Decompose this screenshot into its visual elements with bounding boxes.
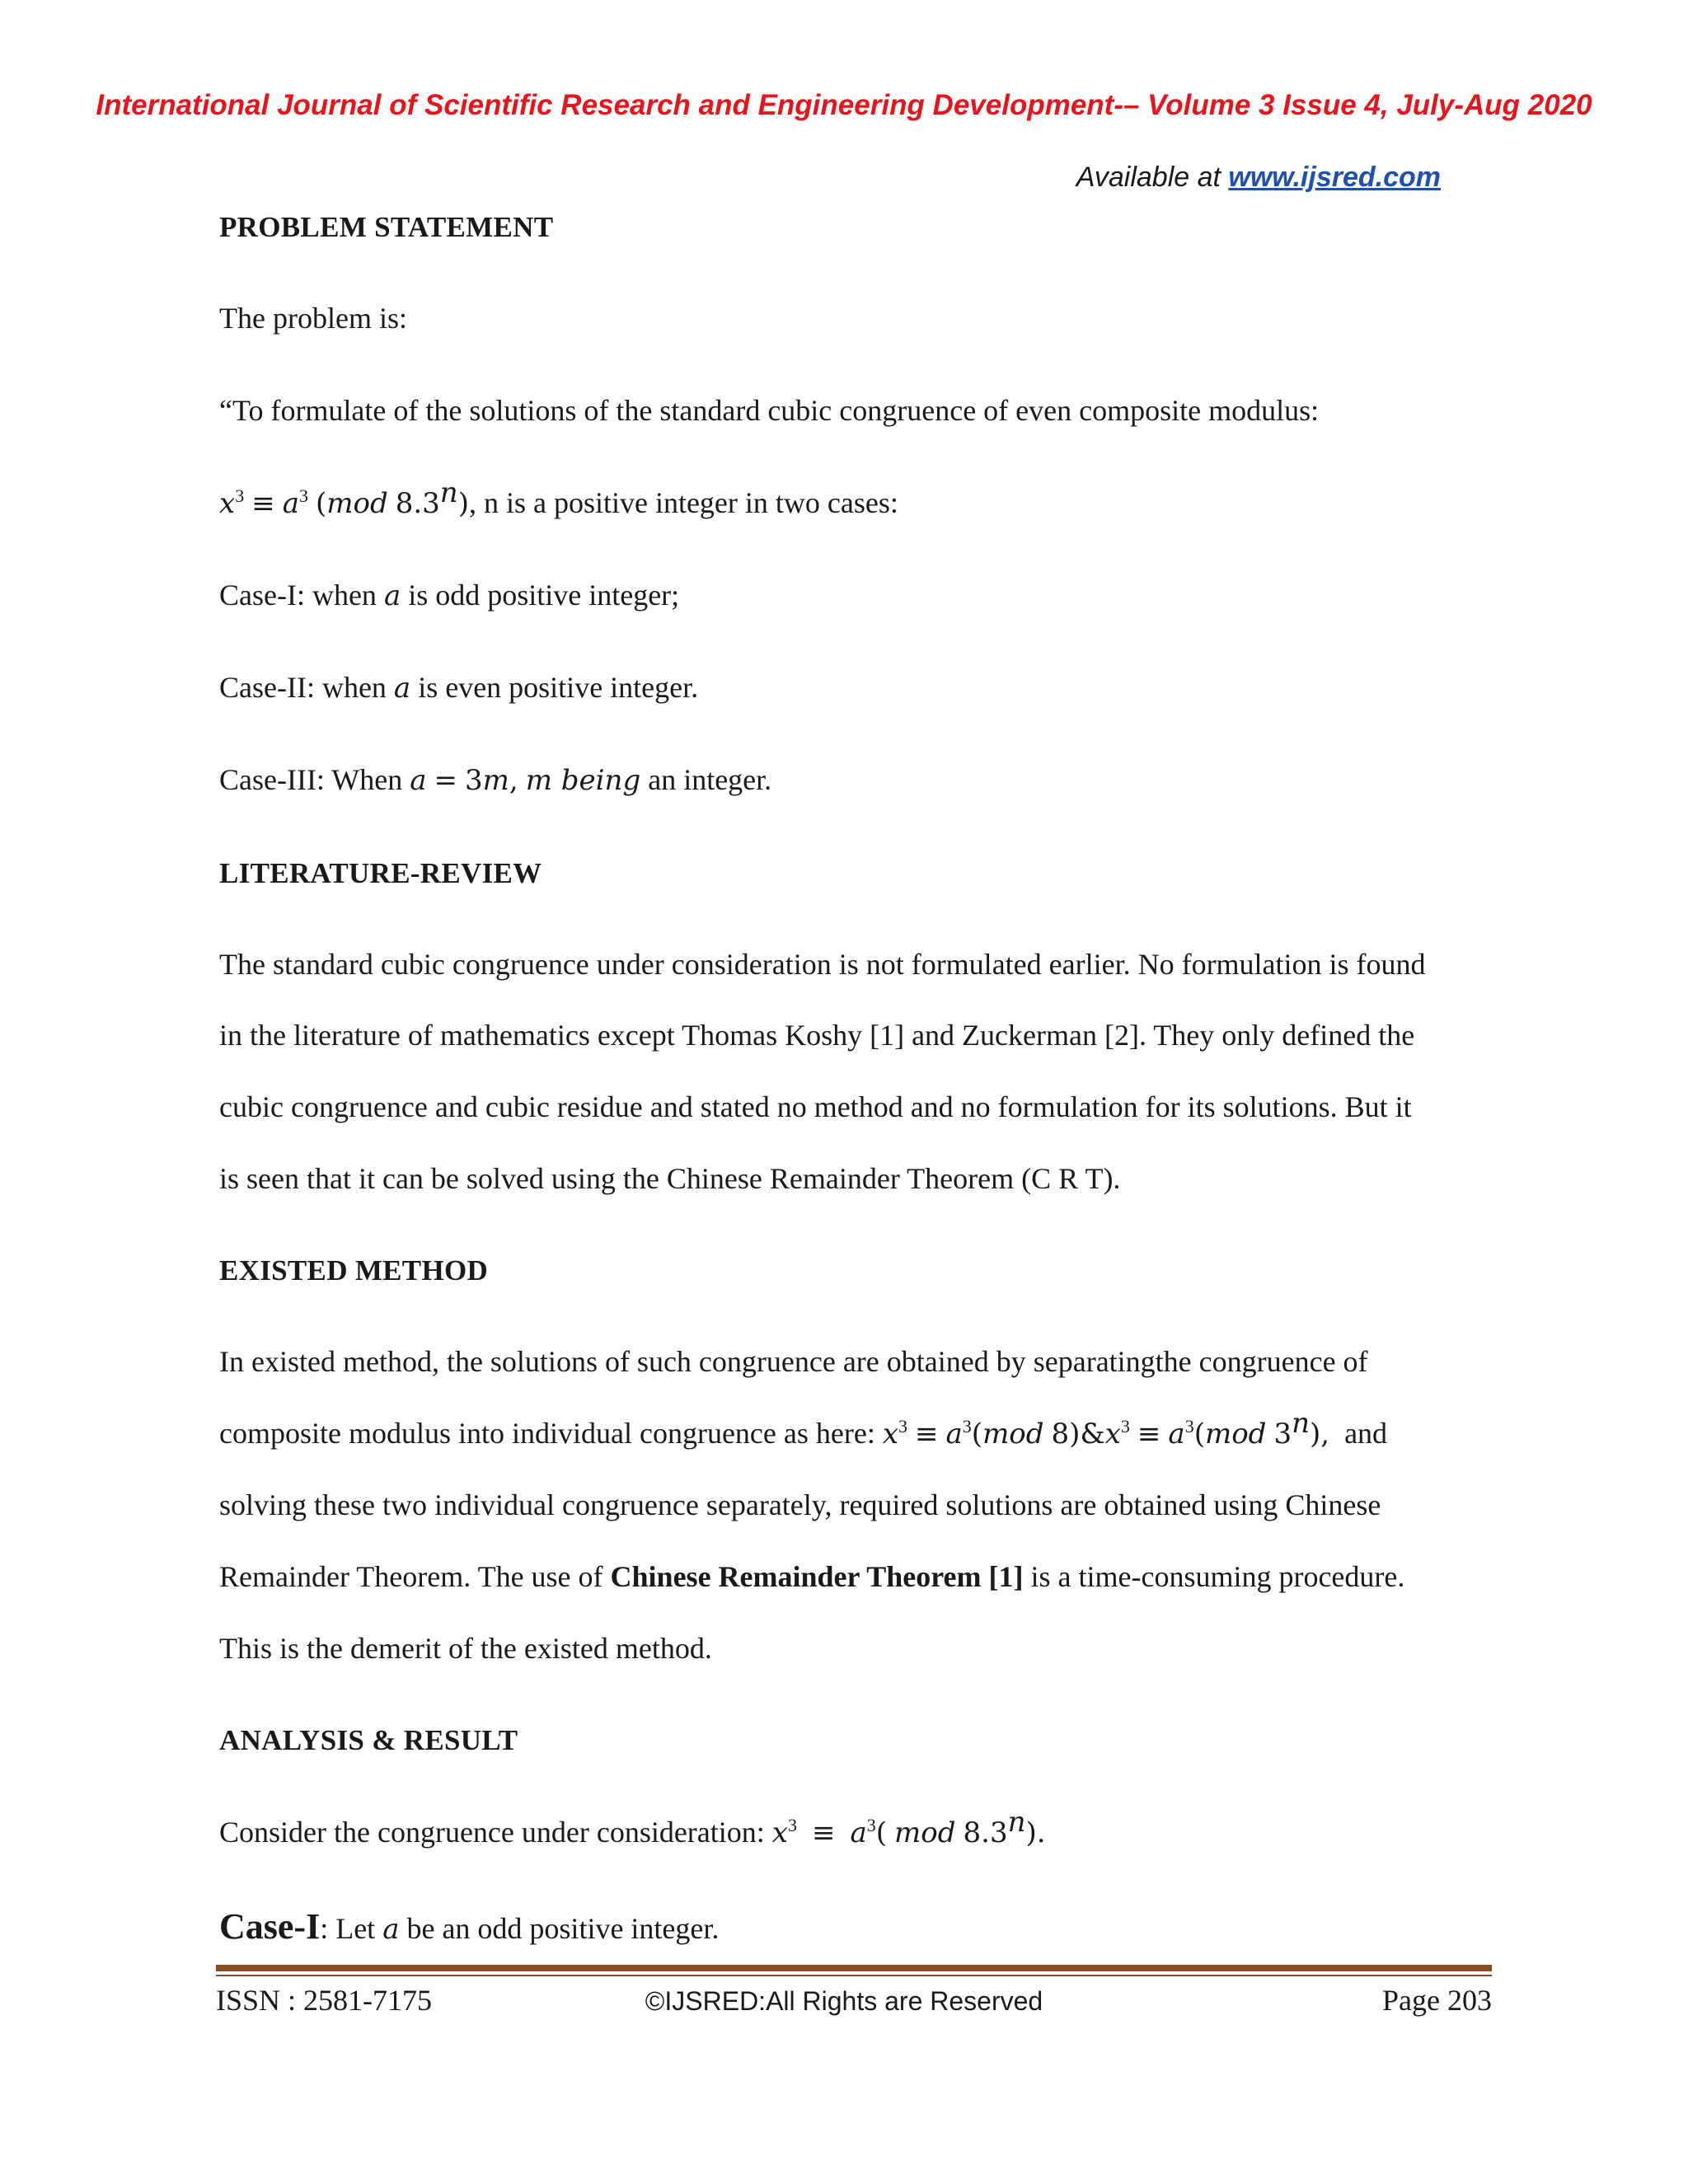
var-a: a [383,579,401,612]
footer-rule-thick [216,1965,1492,1971]
case-1-text-pre: : Let [320,1912,383,1945]
problem-quote: “To formulate of the solutions of the standard cubic congruence of even composite modulus: [219,394,1320,427]
crt-bold: Chinese Remainder Theorem [1] [610,1560,1024,1593]
equation-tail: , n is a positive integer in two cases: [468,486,898,519]
availability-line [1076,162,1441,194]
equation-consider: $x^3 \equiv a^3$( mod 8.3$^n$). [771,1806,1046,1849]
footer-page-number: Page 203 [1382,1984,1492,2017]
literature-line: in the literature of mathematics except Thomas Koshy [1] and Zuckerman [2]. They only defined the [219,1019,1415,1052]
var-a: a [382,1913,400,1946]
case-1-line [219,579,679,612]
case-3-math: a = 3m, m being [410,764,641,797]
equation-split: $x^3 \equiv a^3(mod$ $8)\&x^3 \equiv a^3(mod$ 3$^n$), [882,1407,1330,1451]
var-a: a [393,672,411,705]
existed-method-heading: EXISTED METHOD [219,1254,489,1286]
existed-line: This is the demerit of the existed method. [219,1632,712,1665]
existed-line2-post: and [1329,1417,1388,1450]
case-1-analysis-line [219,1906,720,1947]
journal-header: International Journal of Scientific Research and Engineering Development-– Volume 3 Issue 4, July-Aug 2020 [96,89,1592,121]
consider-pre: Consider the congruence under consideration: [219,1816,772,1849]
available-prefix: Available at [1076,162,1229,193]
existed-line4-pre: Remainder Theorem. The use of [219,1560,611,1593]
case-3-post: an integer. [640,763,772,796]
problem-equation-line [219,476,898,520]
footer-issn: ISSN : 2581-7175 [216,1984,433,2017]
case-3-line [219,763,771,797]
problem-intro: The problem is: [219,302,407,335]
existed-line: In existed method, the solutions of such congruence are obtained by separatingthe congruence of [219,1345,1368,1378]
case-1-post: is odd positive integer; [401,579,680,612]
existed-line2-pre: composite modulus into individual congruence as here: [219,1417,883,1450]
case-2-post: is even positive integer. [410,671,699,704]
existed-line: solving these two individual congruence separately, required solutions are obtained using Chinese [219,1488,1381,1521]
website-link[interactable]: www.ijsred.com [1228,162,1441,193]
literature-line: The standard cubic congruence under consideration is not formulated earlier. No formulation is found [219,948,1426,981]
equation-main: $x^3 \equiv a^3$ (mod 8.3$^n$) [219,476,469,520]
footer-rights: ©IJSRED:All Rights are Reserved [645,1986,1043,2016]
existed-line4-post: is a time-consuming procedure. [1023,1560,1405,1593]
literature-line: cubic congruence and cubic residue and stated no method and no formulation for its solutions. But it [219,1090,1412,1123]
case-2-pre: Case-II: when [219,671,394,704]
literature-review-heading: LITERATURE-REVIEW [219,857,542,889]
existed-line-crt [219,1560,1404,1593]
problem-statement-heading: PROBLEM STATEMENT [219,211,554,243]
footer-rule-thin [216,1975,1492,1976]
case-1-pre: Case-I: when [219,579,384,612]
case-1-text-post: be an odd positive integer. [399,1912,720,1945]
case-1-label: Case-I [219,1906,321,1947]
case-3-pre: Case-III: When [219,763,410,796]
literature-line: is seen that it can be solved using the Chinese Remainder Theorem (C R T). [219,1162,1121,1195]
analysis-result-heading: ANALYSIS & RESULT [219,1724,518,1756]
analysis-consider-line [219,1806,1046,1849]
existed-line-equations [219,1407,1388,1451]
case-2-line [219,671,698,705]
